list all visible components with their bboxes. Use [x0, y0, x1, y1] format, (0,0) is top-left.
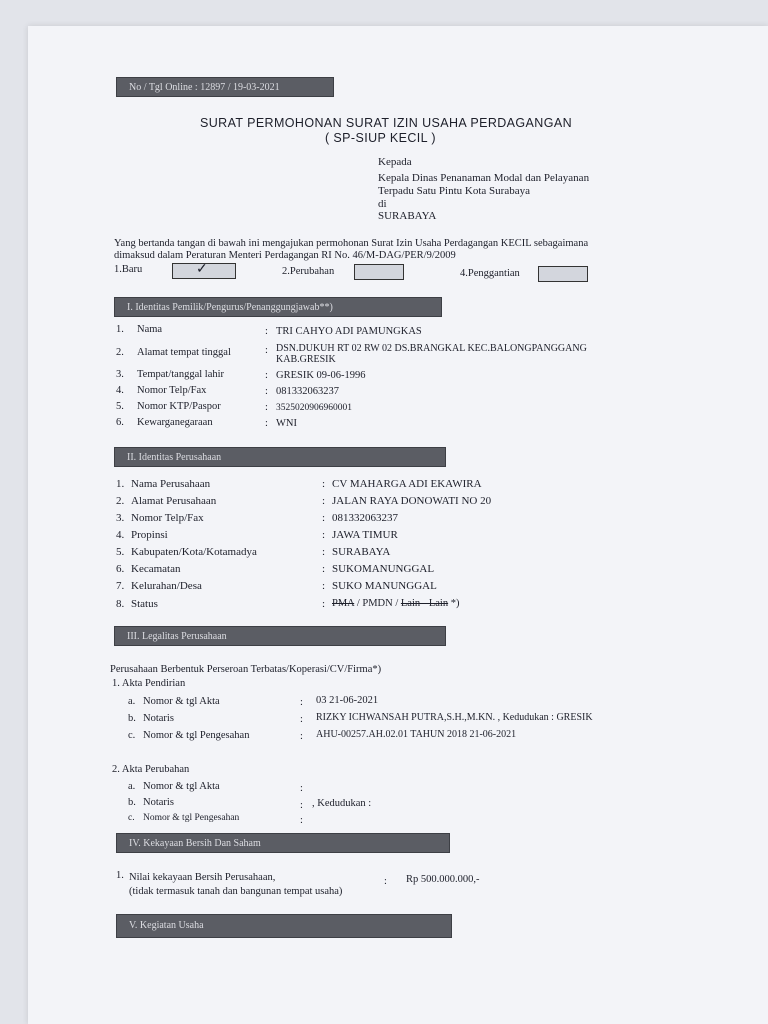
option-penggantian-label: 4.Penggantian [460, 268, 520, 279]
akta-pendirian-value: AHU-00257.AH.02.01 TAHUN 2018 21-06-2021 [316, 729, 517, 740]
section-2-header [114, 447, 446, 467]
akta-perubahan-label: Nomor & tgl Akta [143, 781, 220, 792]
recipient-kepada: Kepada [378, 156, 412, 168]
recipient-di: di [378, 198, 387, 210]
legal-form-intro: Perusahaan Berbentuk Perseroan Terbatas/Koperasi/CV/Firma*) [110, 664, 382, 675]
akta-pendirian-label: Notaris [143, 713, 174, 724]
net-worth-value: Rp 500.000.000,- [406, 874, 480, 885]
s2-row-label: Kelurahan/Desa [131, 580, 202, 592]
option-perubahan-label: 2.Perubahan [282, 266, 335, 277]
document-title: SURAT PERMOHONAN SURAT IZIN USAHA PERDAGANGAN [200, 116, 572, 130]
status-pmdn: / PMDN / [354, 598, 401, 609]
s1-row-value-line-2: KAB.GRESIK [276, 354, 336, 365]
recipient-office-2: Terpadu Satu Pintu Kota Surabaya [378, 185, 530, 197]
akta-perubahan-no: c. [128, 813, 135, 823]
recipient-office: Kepala Dinas Penanaman Modal dan Pelayanan [378, 172, 590, 184]
s1-row-no: 1. [116, 324, 124, 335]
s2-row-value: CV MAHARGA ADI EKAWIRA [332, 478, 482, 490]
akta-pendirian-colon: : [300, 714, 303, 725]
section-2-title: II. Identitas Perusahaan [127, 452, 222, 463]
akta-perubahan-no: b. [128, 797, 136, 808]
status-pma: PMA [332, 598, 355, 609]
s1-row-colon: : [265, 402, 268, 413]
section-5-title: V. Kegiatan Usaha [129, 920, 204, 931]
s2-row-no: 3. [116, 512, 125, 524]
akta-perubahan-no: a. [128, 781, 136, 792]
online-number-text: No / Tgl Online : 12897 / 19-03-2021 [129, 82, 280, 93]
status-lain: Lain - Lain [400, 598, 449, 609]
s2-row-no: 6. [116, 563, 125, 575]
s2-row-label: Propinsi [131, 529, 168, 541]
s2-row-no: 2. [116, 495, 125, 507]
akta-pendirian-colon: : [300, 731, 303, 742]
s2-row-value: SURABAYA [332, 546, 391, 558]
akta-perubahan-colon: : [300, 815, 303, 826]
s2-row-colon: : [322, 529, 326, 541]
s1-row-label: Nama [137, 324, 163, 335]
s2-row-colon: : [322, 478, 326, 490]
s1-row-value: 3525020906960001 [276, 403, 352, 413]
s2-row-value: JALAN RAYA DONOWATI NO 20 [332, 495, 492, 507]
s2-row-no: 7. [116, 580, 125, 592]
akta-perubahan-label: Nomor & tgl Pengesahan [143, 813, 240, 823]
status-suffix: *) [448, 598, 460, 609]
s1-row-value: TRI CAHYO ADI PAMUNGKAS [276, 326, 422, 337]
s2-row-label: Kecamatan [131, 563, 181, 575]
s1-row-no: 4. [116, 385, 124, 396]
akta-pendirian-value: 03 21-06-2021 [316, 695, 379, 706]
net-worth-label: Nilai kekayaan Bersih Perusahaan, [129, 872, 276, 883]
check-icon: ✓ [196, 262, 208, 277]
s1-row-colon: : [265, 326, 268, 337]
s2-row-value: JAWA TIMUR [332, 529, 398, 541]
s2-row-colon: : [322, 495, 326, 507]
net-worth-note: (tidak termasuk tanah dan bangunan tempat usaha) [129, 886, 343, 897]
akta-pendirian-label: Nomor & tgl Pengesahan [143, 730, 250, 741]
s2-row-colon: : [322, 512, 326, 524]
section-3-title: III. Legalitas Perusahaan [127, 631, 227, 642]
s1-row-label: Tempat/tanggal lahir [137, 369, 225, 380]
s1-row-no: 2. [116, 347, 124, 358]
s1-row-colon: : [265, 370, 268, 381]
s2-row-label: Kabupaten/Kota/Kotamadya [131, 546, 257, 558]
status-value [332, 598, 459, 609]
akta-pendirian-no: c. [128, 730, 136, 741]
section-4-title: IV. Kekayaan Bersih Dan Saham [129, 838, 261, 849]
s2-row-label: Alamat Perusahaan [131, 495, 217, 507]
s1-row-colon: : [265, 418, 268, 429]
net-worth-colon: : [384, 876, 387, 887]
akta-perubahan-colon: : [300, 783, 303, 794]
akta-perubahan-title: 2. Akta Perubahan [112, 764, 190, 775]
option-baru-label: 1.Baru [114, 264, 143, 275]
s2-row-no: 4. [116, 529, 125, 541]
s1-row-value: DSN.DUKUH RT 02 RW 02 DS.BRANGKAL KEC.BALONGPANGGANG [276, 343, 587, 354]
s1-row-no: 6. [116, 417, 124, 428]
s2-row-colon: : [322, 546, 326, 558]
s2-row-colon: : [322, 563, 326, 575]
akta-pendirian-label: Nomor & tgl Akta [143, 696, 220, 707]
s1-row-no: 5. [116, 401, 124, 412]
akta-pendirian-value: RIZKY ICHWANSAH PUTRA,S.H.,M.KN. , Kedudukan : GRESIK [316, 712, 593, 723]
s1-row-label: Alamat tempat tinggal [137, 347, 231, 358]
s2-row-colon: : [322, 580, 326, 592]
online-number-bar [116, 77, 334, 97]
net-worth-no: 1. [116, 870, 124, 881]
section-1-title: I. Identitas Pemilik/Pengurus/Penanggungjawab**) [127, 302, 333, 313]
akta-pendirian-colon: : [300, 697, 303, 708]
akta-perubahan-value: , Kedudukan : [312, 798, 372, 809]
s2-row-label: Nomor Telp/Fax [131, 512, 204, 524]
s2-row-no: 8. [116, 598, 125, 610]
section-4-header [116, 833, 450, 853]
akta-pendirian-no: a. [128, 696, 136, 707]
document-subtitle: ( SP-SIUP KECIL ) [325, 131, 436, 145]
option-penggantian-checkbox[interactable] [538, 266, 588, 282]
akta-pendirian-no: b. [128, 713, 136, 724]
section-5-header [116, 914, 452, 938]
s2-row-value: SUKO MANUNGGAL [332, 580, 437, 592]
s1-row-value: 081332063237 [276, 386, 339, 397]
s2-row-label: Status [131, 598, 158, 610]
s2-row-value: SUKOMANUNGGAL [332, 563, 435, 575]
s1-row-no: 3. [116, 369, 124, 380]
s2-row-no: 5. [116, 546, 125, 558]
s2-row-value: 081332063237 [332, 512, 398, 524]
recipient-city: SURABAYA [378, 210, 437, 222]
section-3-header [114, 626, 446, 646]
s2-row-no: 1. [116, 478, 125, 490]
s1-row-colon: : [265, 386, 268, 397]
intro-line-1: Yang bertanda tangan di bawah ini mengajukan permohonan Surat Izin Usaha Perdagangan KECIL sebagaimana [114, 238, 589, 249]
s2-row-colon: : [322, 598, 326, 610]
section-1-header [114, 297, 442, 317]
s1-row-label: Nomor Telp/Fax [137, 385, 207, 396]
s1-row-colon: : [265, 345, 268, 356]
s1-row-label: Kewarganegaraan [137, 417, 213, 428]
s2-row-label: Nama Perusahaan [131, 478, 211, 490]
akta-pendirian-title: 1. Akta Pendirian [112, 678, 186, 689]
intro-line-2: dimaksud dalam Peraturan Menteri Perdagangan RI No. 46/M-DAG/PER/9/2009 [114, 250, 456, 261]
s1-row-value: GRESIK 09-06-1996 [276, 370, 366, 381]
akta-perubahan-colon: : [300, 800, 303, 811]
s1-row-value: WNI [276, 418, 297, 429]
s1-row-label: Nomor KTP/Paspor [137, 401, 221, 412]
option-perubahan-checkbox[interactable] [354, 264, 404, 280]
akta-perubahan-label: Notaris [143, 797, 174, 808]
